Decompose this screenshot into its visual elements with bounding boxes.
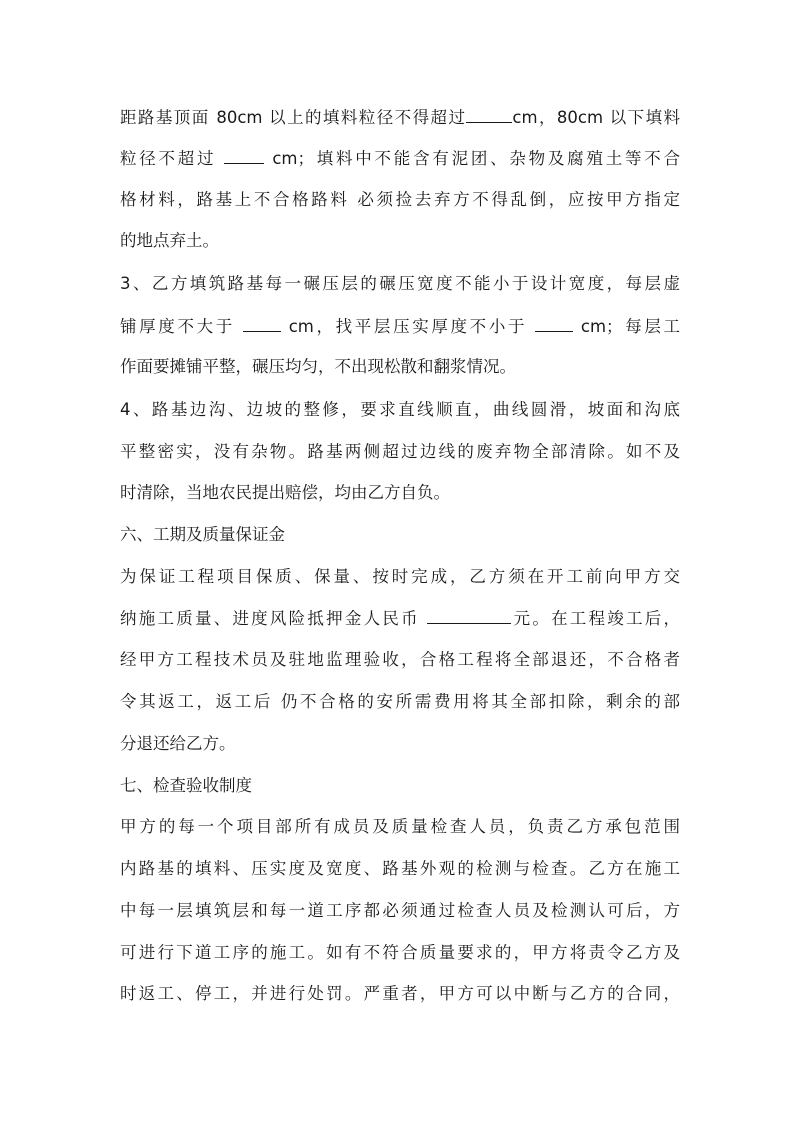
line-text: 的地点弃土。 [120,231,219,250]
paragraph-line [120,440,680,464]
line-text: 纳施工质量、进度风险抵押金人民币 [120,609,428,628]
line-text: 4、路基边沟、边坡的整修，要求直线顺直，曲线圆滑，坡面和沟底 [120,400,680,419]
paragraph-line [120,606,680,631]
line-text: 时返工、停工，并进行处罚。严重者，甲方可以中断与乙方的合同， [120,984,680,1003]
paragraph-line [120,398,680,422]
line-text: 元。在工程竣工后， [511,609,681,628]
section-heading [120,774,252,798]
fill-blank [224,146,264,164]
line-text: 内路基的填料、压实度及宽度、路基外观的检测与检查。乙方在施工 [120,859,680,878]
paragraph-line [120,690,680,714]
line-text: 可进行下道工序的施工。如有不符合质量要求的，甲方将责令乙方及 [120,943,680,962]
paragraph-line [120,565,680,589]
paragraph-line [120,355,680,379]
fill-blank [427,606,511,624]
paragraph-line [120,272,680,296]
paragraph-line [120,732,680,756]
line-text: 中每一层填筑层和每一道工序都必须通过检查人员及检测认可后，方 [120,901,680,920]
paragraph-line [120,982,680,1006]
paragraph-line [120,188,680,212]
line-text: cm；每层工 [573,317,681,336]
heading-text: 七、检查验收制度 [120,776,252,795]
line-text: cm，80cm 以下填料 [512,108,681,127]
paragraph-line [120,481,680,505]
paragraph-line [120,229,680,253]
paragraph-line [120,815,680,839]
line-text: 距路基顶面 80cm 以上的填料粒径不得超过 [120,108,467,127]
paragraph-line [120,857,680,881]
paragraph-line [120,146,680,171]
line-text: 时清除，当地农民提出赔偿，均由乙方自负。 [120,483,450,502]
paragraph-line [120,648,680,672]
line-text: 平整密实，没有杂物。路基两侧超过边线的废弃物全部清除。如不及 [120,442,680,461]
paragraph-line [120,941,680,965]
line-text: 格材料，路基上不合格路料 必须捡去弃方不得乱倒，应按甲方指定 [120,190,680,209]
line-text: 作面要摊铺平整，碾压均匀，不出现松散和翻浆情况。 [120,357,516,376]
fill-blank [243,314,281,332]
section-heading [120,523,285,547]
fill-blank [535,314,573,332]
line-text: 令其返工，返工后 仍不合格的安所需费用将其全部扣除，剩余的部 [120,692,680,711]
line-text: 3、乙方填筑路基每一碾压层的碾压宽度不能小于设计宽度，每层虚 [120,274,680,293]
line-text: cm；填料中不能含有泥团、杂物及腐殖土等不合 [264,149,680,168]
line-text: 粒径不超过 [120,149,225,168]
fill-blank [466,105,512,123]
line-text: 铺厚度不大于 [120,317,243,336]
paragraph-line [120,314,680,339]
line-text: 为保证工程项目保质、保量、按时完成，乙方须在开工前向甲方交 [120,567,680,586]
line-text: cm，找平层压实厚度不小于 [280,317,536,336]
line-text: 甲方的每一个项目部所有成员及质量检查人员，负责乙方承包范围 [120,817,680,836]
paragraph-line [120,899,680,923]
paragraph-line [120,105,680,130]
line-text: 经甲方工程技术员及驻地监理验收，合格工程将全部退还，不合格者 [120,650,680,669]
heading-text: 六、工期及质量保证金 [120,525,285,544]
line-text: 分退还给乙方。 [120,734,236,753]
